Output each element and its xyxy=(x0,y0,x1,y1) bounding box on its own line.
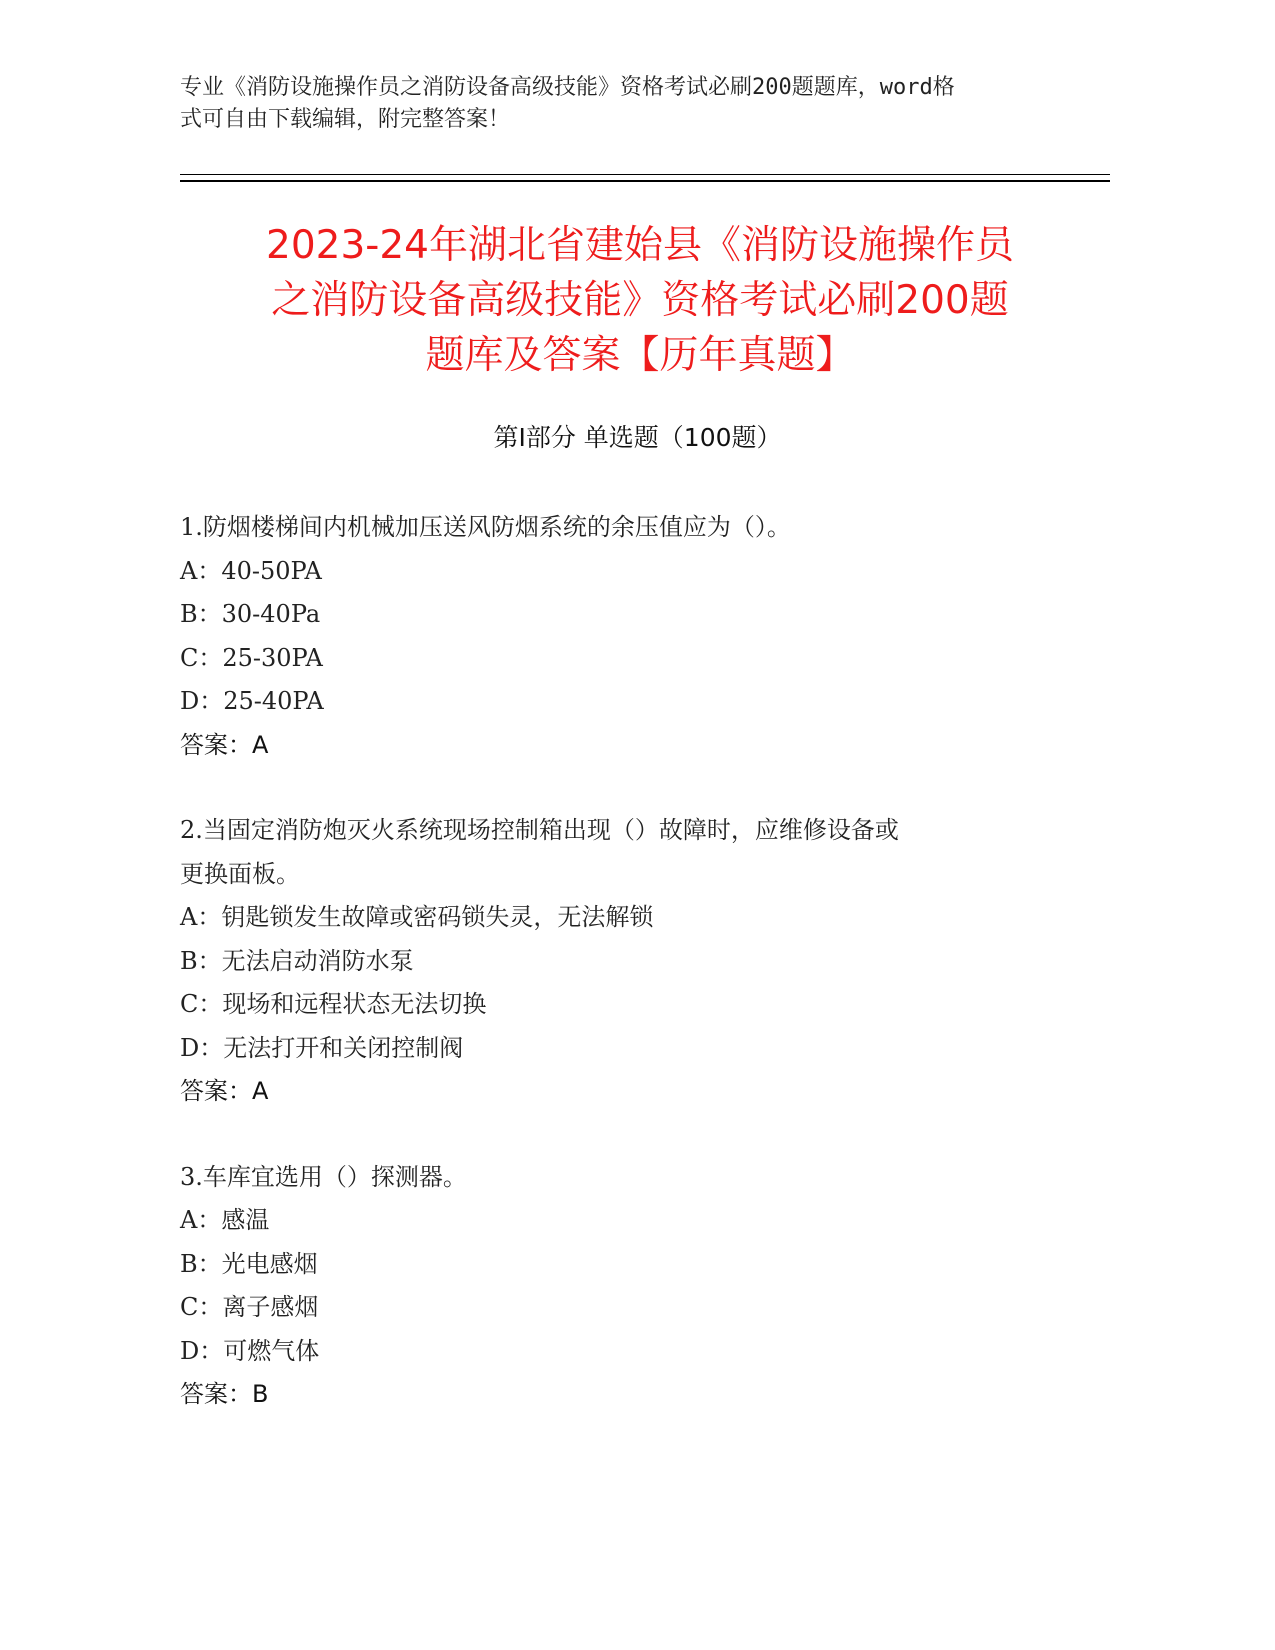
option-b: B：光电感烟 xyxy=(180,1249,318,1278)
title-line: 之消防设备高级技能》资格考试必刷200题 xyxy=(271,278,1009,323)
header-note-line: 专业《消防设施操作员之消防设备高级技能》资格考试必刷200题题库，word格 xyxy=(180,75,955,100)
question-item xyxy=(180,506,1080,767)
answer-line: 答案：A xyxy=(180,1077,269,1105)
question-stem-line: 2.当固定消防炮灭火系统现场控制箱出现（）故障时，应维修设备或 xyxy=(180,816,899,844)
option-a: A：钥匙锁发生故障或密码锁失灵，无法解锁 xyxy=(180,903,654,931)
answer-line: 答案：A xyxy=(180,730,269,759)
option-b: B：30-40Pa xyxy=(180,600,321,628)
option-b: B：无法启动消防水泵 xyxy=(180,946,414,975)
header-note xyxy=(180,72,1040,136)
question-stem xyxy=(180,506,1080,550)
question-stem xyxy=(180,1156,1080,1200)
question-stem xyxy=(180,809,1080,896)
section-title: 第Ⅰ部分 单选题（100题） xyxy=(493,423,782,452)
title-line: 2023-24年湖北省建始县《消防设施操作员 xyxy=(266,223,1014,268)
question-stem-line: 1.防烟楼梯间内机械加压送风防烟系统的余压值应为（）。 xyxy=(180,513,791,541)
option-c: C：现场和远程状态无法切换 xyxy=(180,990,487,1018)
title-line: 题库及答案【历年真题】 xyxy=(425,333,855,378)
answer-line: 答案：B xyxy=(180,1380,269,1408)
header-rule-thin xyxy=(180,174,1110,175)
option-c: C：25-30PA xyxy=(180,643,323,672)
question-stem-line: 更换面板。 xyxy=(180,859,300,888)
option-d: D：无法打开和关闭控制阀 xyxy=(180,1033,464,1062)
header-rule-thick xyxy=(180,180,1110,182)
option-d: D：可燃气体 xyxy=(180,1336,320,1365)
question-stem-line: 3.车库宜选用（）探测器。 xyxy=(180,1162,467,1191)
question-list xyxy=(180,506,1080,1459)
option-a: A：感温 xyxy=(180,1206,270,1234)
option-a: A：40-50PA xyxy=(180,556,322,585)
document-title xyxy=(140,218,1140,383)
question-item xyxy=(180,1156,1080,1417)
question-item xyxy=(180,809,1080,1114)
header-note-line: 式可自由下载编辑，附完整答案！ xyxy=(180,107,511,132)
option-c: C：离子感烟 xyxy=(180,1293,319,1321)
option-d: D：25-40PA xyxy=(180,687,324,715)
